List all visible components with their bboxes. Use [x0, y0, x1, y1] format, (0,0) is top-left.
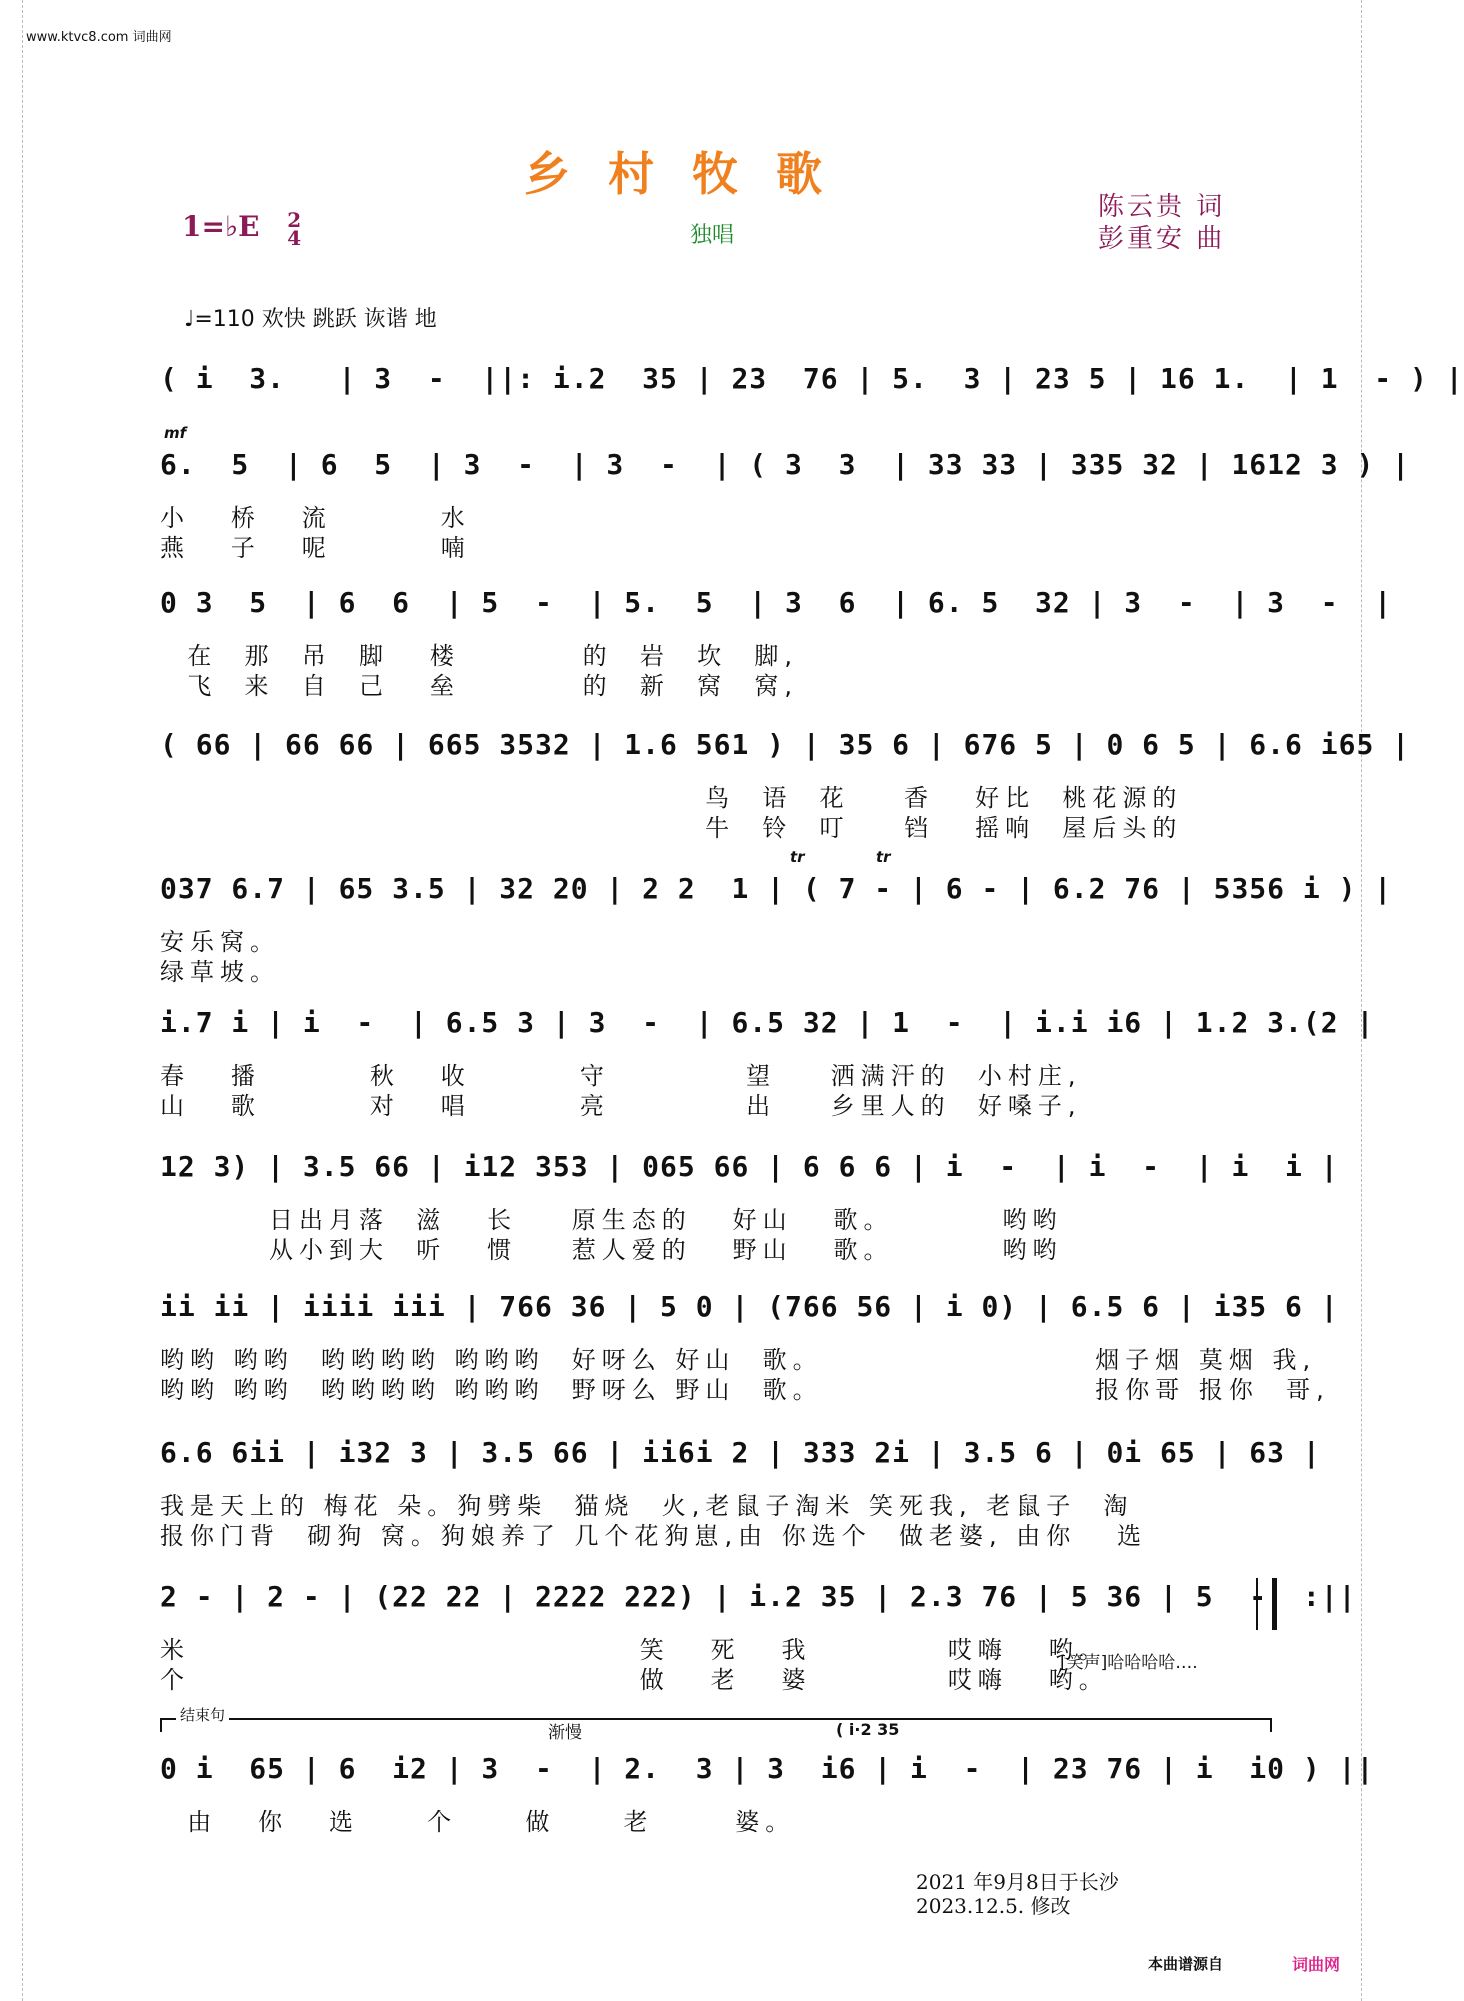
notation-row-8: ii ii | iiii iii | 766 36 | 5 0 | (766 56 | i 0) | 6.5 6 | i35 6 | [160, 1290, 1339, 1323]
slow-marking: 渐慢 [548, 1723, 582, 1743]
lyric-line-8-2: 哟哟 哟哟 哟哟哟哟 哟哟哟 野呀么 野山 歌。 报你哥 报你 哥, [160, 1376, 1330, 1404]
ending-label: 结束句 [176, 1704, 229, 1725]
lyric-line-4-2: 牛 铃 叮 铛 摇响 屋后头的 [160, 814, 1183, 842]
song-title: 乡村牧歌 [524, 147, 860, 201]
lyric-line-9-1: 我是天上的 梅花 朵。狗劈柴 猫烧 火,老鼠子淘米 笑死我, 老鼠子 淘 [160, 1492, 1134, 1520]
end-repeat-sign [1256, 1578, 1277, 1630]
lyric-line-6-2: 山 歌 对 唱 亮 出 乡里人的 好嗓子, [160, 1092, 1082, 1120]
lyric-line-5-1: 安乐窝。 [160, 928, 280, 956]
performance-type: 独唱 [690, 223, 735, 248]
notation-row-10: 2 - | 2 - | (22 22 | 2222 222) | i.2 35 | 2.3 76 | 5 36 | 5 - :|| [160, 1580, 1357, 1613]
lyric-line-2-1: 小 桥 流 水 [160, 504, 471, 532]
key-label: 1=♭E [182, 210, 260, 243]
lyric-line-8-1: 哟哟 哟哟 哟哟哟哟 哟哟哟 好呀么 好山 歌。 烟子烟 莫烟 我, [160, 1346, 1317, 1374]
lyric-line-10-2: 个 做 老 婆 哎嗨 哟。 [160, 1666, 1109, 1694]
source-label: 本曲谱源自 [1148, 1955, 1224, 1973]
tempo-marking: ♩=110 欢快 跳跃 诙谐 地 [184, 307, 437, 332]
trill-mark-1: tr [790, 848, 805, 866]
notation-row-4: ( 66 | 66 66 | 665 3532 | 1.6 561 ) | 35 6 | 676 5 | 0 6 5 | 6.6 i65 | [160, 728, 1411, 761]
notation-row-5: 037 6.7 | 65 3.5 | 32 20 | 2 2 1 | ( 7 - | 6 - | 6.2 76 | 5356 i ) | [160, 872, 1393, 905]
notation-row-6: i.7 i | i - | 6.5 3 | 3 - | 6.5 32 | 1 - | i.i i6 | 1.2 3.(2 | [160, 1006, 1375, 1039]
lyric-line-5-2: 绿草坡。 [160, 958, 280, 986]
watermark-site: www.ktvc8.com 词曲网 [26, 30, 172, 45]
dynamic-marking: mf [164, 424, 187, 442]
lyricist: 陈云贵 词 [1098, 192, 1226, 222]
lyric-line-3-2: 飞 来 自 己 垒 的 新 窝 窝, [160, 672, 798, 700]
notation-row-3: 0 3 5 | 6 6 | 5 - | 5. 5 | 3 6 | 6. 5 32 | 3 - | 3 - | [160, 586, 1393, 619]
lyric-line-11-1: 由 你 选 个 做 老 婆。 [160, 1808, 796, 1836]
left-margin-watermark [0, 0, 23, 2001]
date-written: 2021 年9月8日于长沙 [916, 1870, 1119, 1894]
notation-row-2: 6. 5 | 6 5 | 3 - | 3 - | ( 3 3 | 33 33 | 335 32 | 1612 3 ) | [160, 448, 1411, 481]
notation-row-7: 12 3) | 3.5 66 | i12 353 | 065 66 | 6 6 6 | i - | i - | i i | [160, 1150, 1339, 1183]
notation-row-1: ( i 3. | 3 - ||: i.2 35 | 23 76 | 5. 3 | 23 5 | 16 1. | 1 - ) | [160, 362, 1464, 395]
composer: 彭重安 曲 [1098, 224, 1226, 254]
date-revised: 2023.12.5. 修改 [916, 1894, 1071, 1918]
ending-bracket [160, 1718, 1272, 1732]
right-margin-watermark [1361, 0, 1384, 2001]
key-signature [182, 207, 302, 250]
time-signature [287, 207, 302, 250]
time-bottom: 4 [287, 225, 302, 250]
ossia-notes: ( i·2 35 [836, 1720, 900, 1739]
time-top: 2 [287, 207, 302, 232]
lyric-line-3-1: 在 那 吊 脚 楼 的 岩 坎 脚, [160, 642, 798, 670]
lyric-line-10-1: 米 笑 死 我 哎嗨 哟。 [160, 1636, 1109, 1664]
laughter-note: [笑声]哈哈哈哈…. [1060, 1653, 1198, 1673]
lyric-line-7-1: 日出月落 滋 长 原生态的 好山 歌。 哟哟 [160, 1206, 1063, 1234]
trill-mark-2: tr [876, 848, 891, 866]
lyric-line-6-1: 春 播 秋 收 守 望 洒满汗的 小村庄, [160, 1062, 1082, 1090]
lyric-line-4-1: 鸟 语 花 香 好比 桃花源的 [160, 784, 1183, 812]
notation-row-11: 0 i 65 | 6 i2 | 3 - | 2. 3 | 3 i6 | i - | 23 76 | i i0 ) || [160, 1752, 1375, 1785]
lyric-line-2-2: 燕 子 呢 喃 [160, 534, 471, 562]
source-site: 词曲网 [1292, 1955, 1341, 1974]
lyric-line-7-2: 从小到大 听 惯 惹人爱的 野山 歌。 哟哟 [160, 1236, 1063, 1264]
notation-row-9: 6.6 6ii | i32 3 | 3.5 66 | ii6i 2 | 333 2i | 3.5 6 | 0i 65 | 63 | [160, 1436, 1321, 1469]
lyric-line-9-2: 报你门背 砌狗 窝。狗娘养了 几个花狗崽,由 你选个 做老婆, 由你 选 [160, 1522, 1148, 1550]
